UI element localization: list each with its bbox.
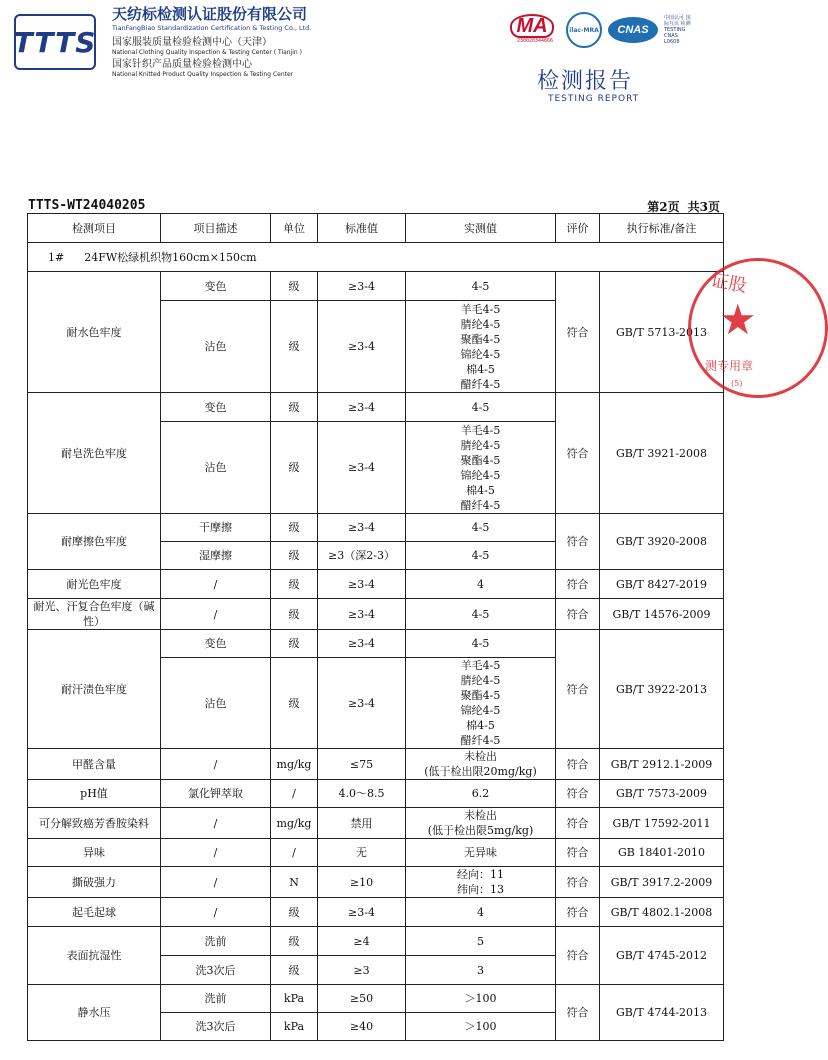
unit-cell: kPa [271, 985, 318, 1013]
desc-cell: 洗3次后 [161, 956, 271, 985]
desc-cell: / [161, 599, 271, 630]
logo-text: TTTS [13, 25, 97, 59]
eval-cell: 符合 [556, 393, 600, 514]
unit-cell: 级 [271, 927, 318, 956]
table-row [28, 780, 724, 808]
header-std-value: 标准值 [318, 214, 406, 243]
table-row [28, 867, 724, 898]
item-light: 耐光色牢度 [28, 570, 161, 599]
stamp-text-bottom: 测专用章 [705, 359, 754, 373]
measured-cell: 4-5 [406, 599, 556, 630]
stain-value: 锦纶4-5 [460, 704, 501, 717]
desc-cell: 洗前 [161, 927, 271, 956]
stain-value: 醋纤4-5 [460, 498, 501, 512]
measured-cell: 4 [406, 898, 556, 927]
star-icon: ★ [719, 295, 757, 344]
result-line: 经向：11 [457, 868, 504, 881]
std-value-cell: ≥3-4 [318, 514, 406, 542]
sample-name: 24FW松绿机织物160cm×150cm [84, 250, 257, 264]
standard-cell: GB/T 4802.1-2008 [600, 898, 724, 927]
desc-cell: / [161, 749, 271, 780]
unit-cell: 级 [271, 301, 318, 393]
eval-cell: 符合 [556, 630, 600, 749]
cma-mark: MA [510, 14, 554, 38]
unit-cell: / [271, 839, 318, 867]
std-value-cell: ≥3-4 [318, 570, 406, 599]
std-value-cell: ≥40 [318, 1013, 406, 1041]
standard-cell: GB/T 3921-2008 [600, 393, 724, 514]
standard-cell: GB/T 7573-2009 [600, 780, 724, 808]
std-value-cell: ≥50 [318, 985, 406, 1013]
center2-cn: 国家针织产品质量检验检测中心 [112, 59, 252, 70]
ilac-mra-logo [566, 12, 602, 48]
desc-cell: / [161, 808, 271, 839]
company-info [112, 4, 412, 79]
stain-value: 聚酯4-5 [460, 689, 501, 702]
standard-cell: GB/T 8427-2019 [600, 570, 724, 599]
std-value-cell: ≥4 [318, 927, 406, 956]
unit-cell: 级 [271, 272, 318, 301]
stamp-number: (5) [731, 379, 743, 388]
measured-cell [406, 301, 556, 393]
header-item: 检测项目 [28, 214, 161, 243]
unit-cell: 级 [271, 599, 318, 630]
sample-number: 1# [48, 250, 65, 264]
unit-cell: 级 [271, 956, 318, 985]
page-number: 第2页 [647, 200, 680, 214]
unit-cell: 级 [271, 514, 318, 542]
stain-value: 羊毛4-5 [460, 659, 501, 672]
result-line: 纬向：13 [457, 883, 504, 896]
stain-value: 醋纤4-5 [460, 377, 501, 391]
standard-cell: GB/T 2912.1-2009 [600, 749, 724, 780]
measured-cell: 4-5 [406, 514, 556, 542]
unit-cell: kPa [271, 1013, 318, 1041]
table-row [28, 749, 724, 780]
unit-cell: 级 [271, 570, 318, 599]
company-logo [14, 14, 96, 70]
report-title: 检测报告 [537, 69, 634, 94]
item-pilling: 起毛起球 [28, 898, 161, 927]
eval-cell: 符合 [556, 839, 600, 867]
eval-cell: 符合 [556, 780, 600, 808]
page-total: 共3页 [687, 200, 720, 214]
desc-cell: 干摩擦 [161, 514, 271, 542]
std-value-cell: ≥3-4 [318, 422, 406, 514]
ilac-mra-text: ilac-MRA [569, 26, 599, 34]
table-row [28, 630, 724, 658]
stain-value: 棉4-5 [466, 362, 495, 376]
table-row [28, 985, 724, 1013]
eval-cell: 符合 [556, 898, 600, 927]
item-soap: 耐皂洗色牢度 [28, 393, 161, 514]
desc-cell: / [161, 839, 271, 867]
report-number: TTTS-WT24040205 [28, 198, 146, 213]
result-line: (低于检出限5mg/kg) [427, 824, 534, 837]
measured-cell: 4 [406, 570, 556, 599]
stain-value: 锦纶4-5 [460, 468, 501, 482]
stain-value: 聚酯4-5 [460, 453, 501, 467]
desc-cell: 变色 [161, 272, 271, 301]
desc-cell: 变色 [161, 630, 271, 658]
measured-cell: 5 [406, 927, 556, 956]
eval-cell: 符合 [556, 749, 600, 780]
standard-cell: GB/T 17592-2011 [600, 808, 724, 839]
header-desc: 项目描述 [161, 214, 271, 243]
table-row [28, 599, 724, 630]
table-row [28, 808, 724, 839]
result-line: (低于检出限20mg/kg) [424, 765, 537, 778]
stain-value: 棉4-5 [466, 483, 495, 497]
company-name-cn: 天纺标检测认证股份有限公司 [112, 5, 308, 23]
eval-cell: 符合 [556, 985, 600, 1041]
header-eval: 评价 [556, 214, 600, 243]
unit-cell: mg/kg [271, 749, 318, 780]
test-results-table [27, 213, 724, 1041]
item-rub: 耐摩擦色牢度 [28, 514, 161, 570]
header-standard: 执行标准/备注 [600, 214, 724, 243]
table-row [28, 898, 724, 927]
stain-value: 棉4-5 [466, 719, 495, 732]
stain-value: 聚酯4-5 [460, 332, 501, 346]
center2-en: National Knitted Product Quality Inspection & Testing Center [112, 71, 294, 78]
measured-cell [406, 658, 556, 749]
eval-cell: 符合 [556, 808, 600, 839]
table-row [28, 570, 724, 599]
item-water: 耐水色牢度 [28, 272, 161, 393]
cma-number: 230020344666 [516, 38, 554, 44]
eval-cell: 符合 [556, 514, 600, 570]
item-formaldehyde: 甲醛含量 [28, 749, 161, 780]
item-wetting: 表面抗湿性 [28, 927, 161, 985]
item-tear: 撕破强力 [28, 867, 161, 898]
desc-cell: 洗前 [161, 985, 271, 1013]
item-azo: 可分解致癌芳香胺染料 [28, 808, 161, 839]
standard-cell: GB/T 4745-2012 [600, 927, 724, 985]
item-ph: pH值 [28, 780, 161, 808]
unit-cell: N [271, 867, 318, 898]
std-value-cell: ≤75 [318, 749, 406, 780]
standard-cell: GB/T 14576-2009 [600, 599, 724, 630]
measured-cell: 4-5 [406, 393, 556, 422]
unit-cell: / [271, 780, 318, 808]
std-value-cell: 无 [318, 839, 406, 867]
std-value-cell: ≥3-4 [318, 599, 406, 630]
measured-cell: ＞100 [406, 985, 556, 1013]
certification-logos [510, 12, 694, 48]
measured-cell: ＞100 [406, 1013, 556, 1041]
stain-value: 腈纶4-5 [460, 438, 501, 452]
measured-cell: 6.2 [406, 780, 556, 808]
result-line: 未检出 [464, 750, 497, 763]
standard-cell: GB/T 3917.2-2009 [600, 867, 724, 898]
report-title-en: TESTING REPORT [548, 94, 640, 104]
stain-value: 腈纶4-5 [460, 317, 501, 331]
center1-en: National Clothing Quality Inspection & Testing Center ( Tianjin ) [112, 49, 302, 56]
std-value-cell: ≥10 [318, 867, 406, 898]
standard-cell: GB/T 5713-2013 [600, 272, 724, 393]
measured-cell [406, 808, 556, 839]
result-line: 未检出 [464, 809, 497, 822]
unit-cell: 级 [271, 422, 318, 514]
desc-cell: 湿摩擦 [161, 542, 271, 570]
table-header-row [28, 214, 724, 243]
std-value-cell: ≥3-4 [318, 630, 406, 658]
measured-cell: 3 [406, 956, 556, 985]
table-row [28, 393, 724, 422]
table-row [28, 927, 724, 956]
standard-cell: GB/T 3922-2013 [600, 630, 724, 749]
unit-cell: 级 [271, 898, 318, 927]
unit-cell: 级 [271, 542, 318, 570]
company-name-en: TianFangBiao Standardization Certification & Testing Co., Ltd. [112, 24, 312, 32]
measured-cell [406, 867, 556, 898]
header-unit: 单位 [271, 214, 318, 243]
desc-cell: 氯化钾萃取 [161, 780, 271, 808]
item-hydrostatic: 静水压 [28, 985, 161, 1041]
standard-cell: GB/T 4744-2013 [600, 985, 724, 1041]
std-value-cell: ≥3-4 [318, 393, 406, 422]
stain-value: 醋纤4-5 [460, 734, 501, 747]
item-sweat: 耐汗渍色牢度 [28, 630, 161, 749]
desc-cell: 沾色 [161, 301, 271, 393]
item-odor: 异味 [28, 839, 161, 867]
standard-cell: GB/T 3920-2008 [600, 514, 724, 570]
eval-cell: 符合 [556, 927, 600, 985]
measured-cell: 4-5 [406, 542, 556, 570]
standard-cell: GB 18401-2010 [600, 839, 724, 867]
std-value-cell: ≥3-4 [318, 658, 406, 749]
table-row [28, 839, 724, 867]
stain-value: 锦纶4-5 [460, 347, 501, 361]
unit-cell: 级 [271, 630, 318, 658]
header-measured: 实测值 [406, 214, 556, 243]
desc-cell: / [161, 570, 271, 599]
eval-cell: 符合 [556, 272, 600, 393]
measured-cell: 4-5 [406, 630, 556, 658]
desc-cell: 沾色 [161, 422, 271, 514]
std-value-cell: ≥3-4 [318, 301, 406, 393]
stain-value: 羊毛4-5 [460, 423, 501, 437]
cnas-mark: CNAS [617, 24, 649, 36]
desc-cell: / [161, 867, 271, 898]
desc-cell: 沾色 [161, 658, 271, 749]
desc-cell: / [161, 898, 271, 927]
std-value-cell: 禁用 [318, 808, 406, 839]
std-value-cell: 4.0～8.5 [318, 780, 406, 808]
unit-cell: 级 [271, 658, 318, 749]
eval-cell: 符合 [556, 570, 600, 599]
std-value-cell: ≥3（深2-3） [318, 542, 406, 570]
std-value-cell: ≥3-4 [318, 272, 406, 301]
item-light-sweat: 耐光、汗复合色牢度（碱性） [28, 599, 161, 630]
eval-cell: 符合 [556, 599, 600, 630]
cma-logo [510, 14, 560, 46]
center1-cn: 国家服装质量检验检测中心（天津） [112, 37, 272, 48]
std-value-cell: ≥3-4 [318, 898, 406, 927]
sample-row [28, 243, 724, 272]
measured-cell: 无异味 [406, 839, 556, 867]
desc-cell: 变色 [161, 393, 271, 422]
stamp-text-top: 证股 [709, 270, 749, 297]
table-row [28, 272, 724, 301]
unit-cell: 级 [271, 393, 318, 422]
unit-cell: mg/kg [271, 808, 318, 839]
cnas-caption: 中国认可 国际互认 检测 TESTING CNAS L0608 [664, 15, 691, 45]
table-row [28, 514, 724, 542]
measured-cell: 4-5 [406, 272, 556, 301]
std-value-cell: ≥3 [318, 956, 406, 985]
eval-cell: 符合 [556, 867, 600, 898]
stain-value: 腈纶4-5 [460, 674, 501, 687]
measured-cell [406, 422, 556, 514]
desc-cell: 洗3次后 [161, 1013, 271, 1041]
measured-cell [406, 749, 556, 780]
cnas-logo [608, 17, 658, 43]
stain-value: 羊毛4-5 [460, 302, 501, 316]
